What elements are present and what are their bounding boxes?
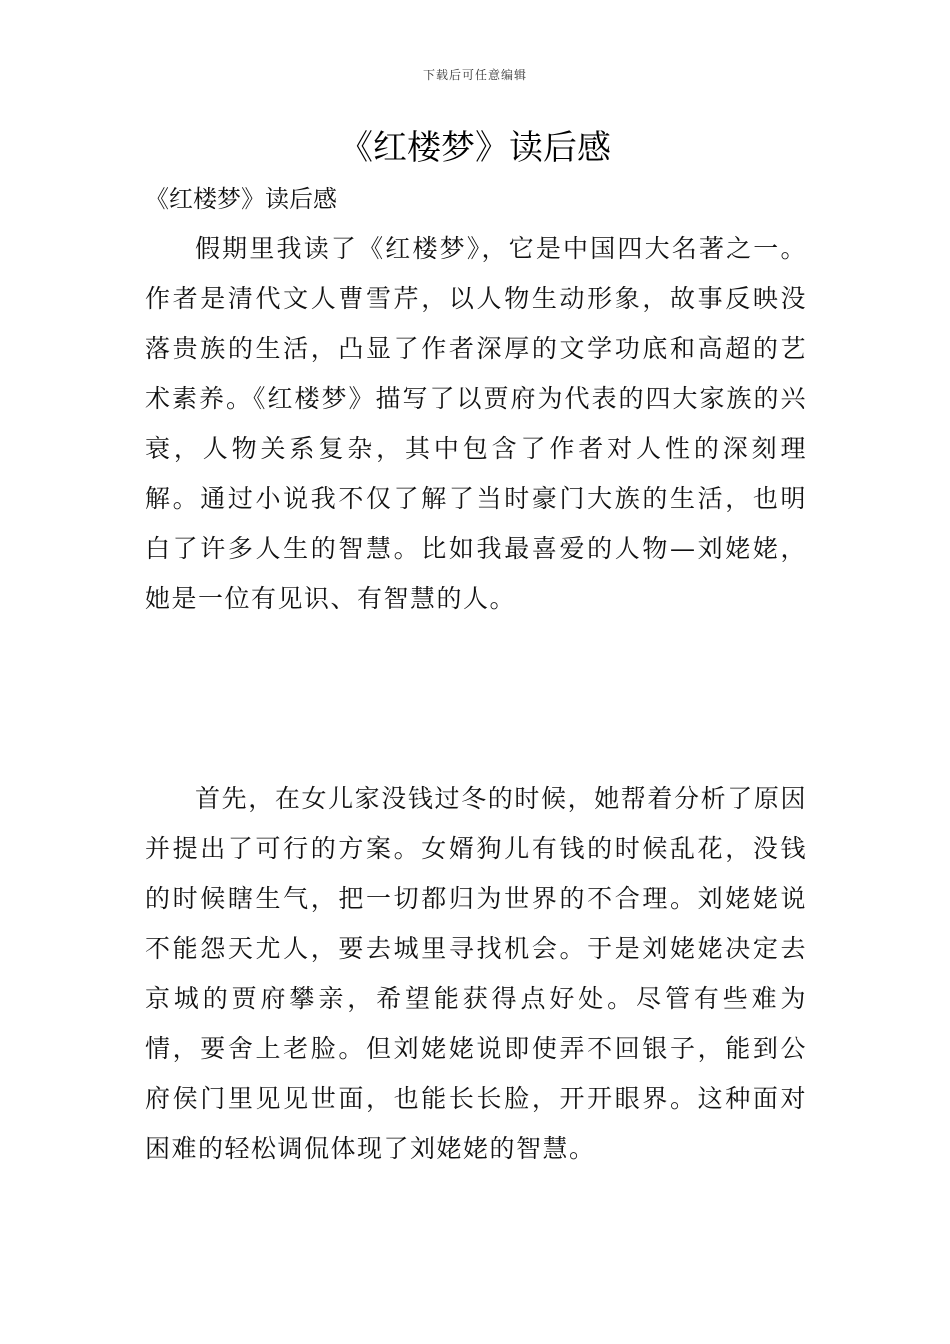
- document-title: 《红楼梦》读后感: [339, 128, 611, 168]
- body-paragraph-2: 首先，在女儿家没钱过冬的时候，她帮着分析了原因并提出了可行的方案。女婿狗儿有钱的时候乱花，没钱的时候瞎生气，把一切都归为世界的不合理。刘姥姥说不能怨天尤人，要去城里寻找机会。于是刘姥姥决定去京城的贾府攀亲，希望能获得点好处。尽管有些难为情，要舍上老脸。但刘姥姥说即使弄不回银子，能到公府侯门里见见世面，也能长长脸，开开眼界。这种面对困难的轻松调侃体现了刘姥姥的智慧。: [145, 784, 807, 1163]
- document-subtitle: 《红楼梦》读后感: [145, 185, 337, 213]
- header-note: 下载后可任意编辑: [422, 68, 527, 82]
- body-paragraph-1: 假期里我读了《红楼梦》，它是中国四大名著之一。作者是清代文人曹雪芹，以人物生动形象，故事反映没落贵族的生活，凸显了作者深厚的文学功底和高超的艺术素养。《红楼梦》描写了以贾府为代表的四大家族的兴衰，人物关系复杂，其中包含了作者对人性的深刻理解。通过小说我不仅了解了当时豪门大族的生活，也明白了许多人生的智慧。比如我最喜爱的人物—刘姥姥，她是一位有见识、有智慧的人。: [145, 234, 807, 613]
